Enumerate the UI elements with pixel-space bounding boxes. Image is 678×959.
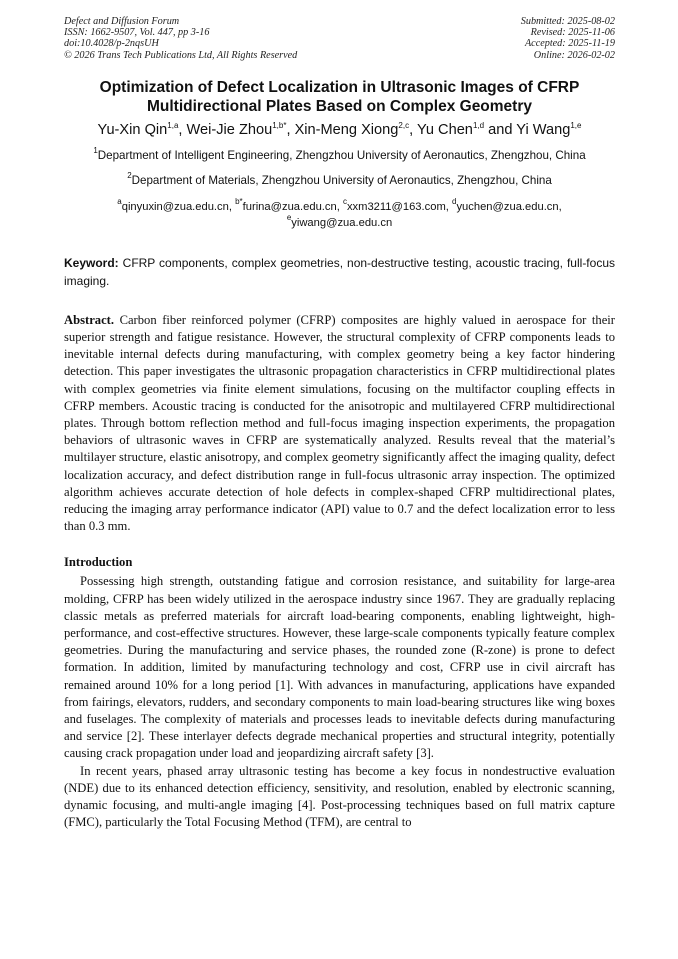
date-accepted: Accepted: 2025-11-19 bbox=[524, 38, 615, 50]
author-separator: , bbox=[409, 121, 417, 138]
journal-header bbox=[64, 16, 615, 61]
journal-doi[interactable]: doi:10.4028/p-2nqsUH bbox=[64, 38, 159, 50]
author-affiliation-mark: 1,e bbox=[570, 120, 582, 130]
author-name: Yu-Xin Qin bbox=[97, 121, 168, 138]
author-affiliation-mark: 1,d bbox=[472, 120, 485, 130]
title-line-2: Multidirectional Plates Based on Complex Geometry bbox=[146, 97, 532, 115]
author-affiliation-mark: 1,b* bbox=[272, 120, 287, 130]
email-mark: c bbox=[342, 196, 347, 206]
abstract-text: Carbon fiber reinforced polymer (CFRP) composites are highly valued in aerospace for their superior strength and fatigue resistance. However, the structural complexity of CFRP components leads to inevitable internal defects during manufacturing, with complex geometry being a key factor hindering detection. This paper investigates the ultrasonic propagation characteristics in CFRP multidirectional plates with complex geometries via finite element simulations, focusing on the multifactor coupling effects in CFRP members. Acoustic tracing is conducted for the anisotropic and multilayered CFRP multidirectional plates. Through bottom reflection method and full-focus imaging inspection experiments, the propagation behaviors of ultrasonic waves in CFRP are systematically analyzed. Results reveal that the material’s multilayer structure, elastic anisotropy, and complex geometry significantly affect the imaging quality, defect localization accuracy, and defect distribution range in full-focus ultrasonic array inspection. The optimized algorithm achieves accurate detection of hole defects in complex-shaped CFRP multidirectional plates, reducing the imaging array performance indicator (API) value to 0.7 and the defect localization error to less than 0.3 mm. bbox=[64, 312, 615, 534]
date-submitted: Submitted: 2025-08-02 bbox=[520, 16, 615, 27]
author-emails bbox=[64, 196, 615, 231]
abstract-block bbox=[64, 312, 615, 536]
affiliation-mark: 2 bbox=[127, 170, 132, 180]
email-mark: d bbox=[452, 196, 457, 206]
author-list bbox=[64, 121, 615, 140]
publication-dates bbox=[521, 16, 615, 61]
title-line-1: Optimization of Defect Localization in Ultrasonic Images of CFRP bbox=[99, 78, 580, 96]
email-mark: e bbox=[286, 212, 292, 222]
author-separator: , bbox=[178, 121, 187, 138]
affiliation-text: Department of Materials, Zhengzhou University of Aeronautics, Zhengzhou, China bbox=[131, 173, 552, 187]
date-online: Online: 2026-02-02 bbox=[533, 49, 615, 61]
email-link[interactable]: yiwang@zua.edu.cn bbox=[291, 216, 393, 229]
author-name: Yi Wang bbox=[516, 121, 571, 138]
author-name: Yu Chen bbox=[416, 121, 473, 138]
author-affiliation-mark: 2,c bbox=[398, 120, 410, 130]
journal-issn: ISSN: 1662-9507, Vol. 447, pp 3-16 bbox=[64, 27, 210, 39]
date-revised: Revised: 2025-11-06 bbox=[530, 27, 615, 39]
journal-name: Defect and Diffusion Forum bbox=[64, 16, 180, 27]
intro-paragraph-1: Possessing high strength, outstanding fatigue and corrosion resistance, and suitability for large-area molding, CFRP has been widely utilized in the aerospace industry since 1967. They are gradually replacing classic metals as preferred materials for aircraft load-bearing components, enabling lightweight, high-performance, and cost-effective structures. However, these large-scale components typically feature complex geometries. During the manufacturing and service phases, the rounded zone (R-zone) is prone to defect formation. In addition, limited by manufacturing technology and cost, CFRP use in civil aircraft has remained around 10% for a long period [1]. With advances in manufacturing, applications have expanded from fairings, elevators, rudders, and secondary components to main load-bearing structures like wing boxes and fuselages. The complexity of materials and processes leads to inevitable defects during manufacturing and service [2]. These interlayer defects degrade mechanical properties and structural integrity, potentially causing crack propagation under load and jeopardizing aircraft safety [3]. bbox=[64, 574, 615, 761]
author-separator: , bbox=[286, 121, 295, 138]
abstract-label: Abstract. bbox=[64, 312, 115, 327]
author-name: Wei-Jie Zhou bbox=[186, 121, 273, 138]
author-name: Xin-Meng Xiong bbox=[294, 121, 399, 138]
intro-paragraph-2: In recent years, phased array ultrasonic testing has become a key focus in nondestructive evaluation (NDE) due to its enhanced detection efficiency, sensitivity, and resolution, enabled by electronic scanning, dynamic focusing, and multi-angle imaging [4]. Post-processing techniques based on full matrix capture (FMC), particularly the Total Focusing Method (TFM), are central to bbox=[64, 763, 615, 830]
keywords-text: CFRP components, complex geometries, non-destructive testing, acoustic tracing, full-focus imaging. bbox=[64, 255, 615, 288]
affiliation-mark: 1 bbox=[93, 145, 98, 155]
paper-title bbox=[64, 78, 615, 116]
affiliation-2 bbox=[64, 170, 615, 188]
affiliation-text: Department of Intelligent Engineering, Zhengzhou University of Aeronautics, Zhengzhou, China bbox=[97, 148, 586, 162]
email-mark: b* bbox=[235, 196, 243, 206]
email-link[interactable]: xxm3211@163.com bbox=[346, 200, 446, 213]
author-separator: and bbox=[484, 121, 517, 138]
paper-page bbox=[64, 16, 615, 832]
email-line-2 bbox=[64, 212, 615, 231]
keywords-label: Keyword: bbox=[64, 255, 119, 270]
section-heading-introduction: Introduction bbox=[64, 555, 133, 570]
email-link[interactable]: qinyuxin@zua.edu.cn bbox=[121, 200, 229, 213]
email-mark: a bbox=[117, 196, 122, 206]
journal-info bbox=[64, 16, 297, 61]
email-link[interactable]: yuchen@zua.edu.cn bbox=[456, 200, 559, 213]
affiliation-1 bbox=[64, 145, 615, 163]
email-link[interactable]: furina@zua.edu.cn bbox=[242, 200, 337, 213]
author-affiliation-mark: 1,a bbox=[167, 120, 179, 130]
keywords-block bbox=[64, 254, 615, 290]
journal-copyright: © 2026 Trans Tech Publications Ltd, All Rights Reserved bbox=[64, 49, 298, 61]
email-line-1: $^a$qinyuxin@zua.edu.cn, $^{b*}$furina@zua.edu.cn, $^c$xxm3211@163.com, $^d$yuchen@zua.edu.cn, bbox=[117, 196, 562, 213]
